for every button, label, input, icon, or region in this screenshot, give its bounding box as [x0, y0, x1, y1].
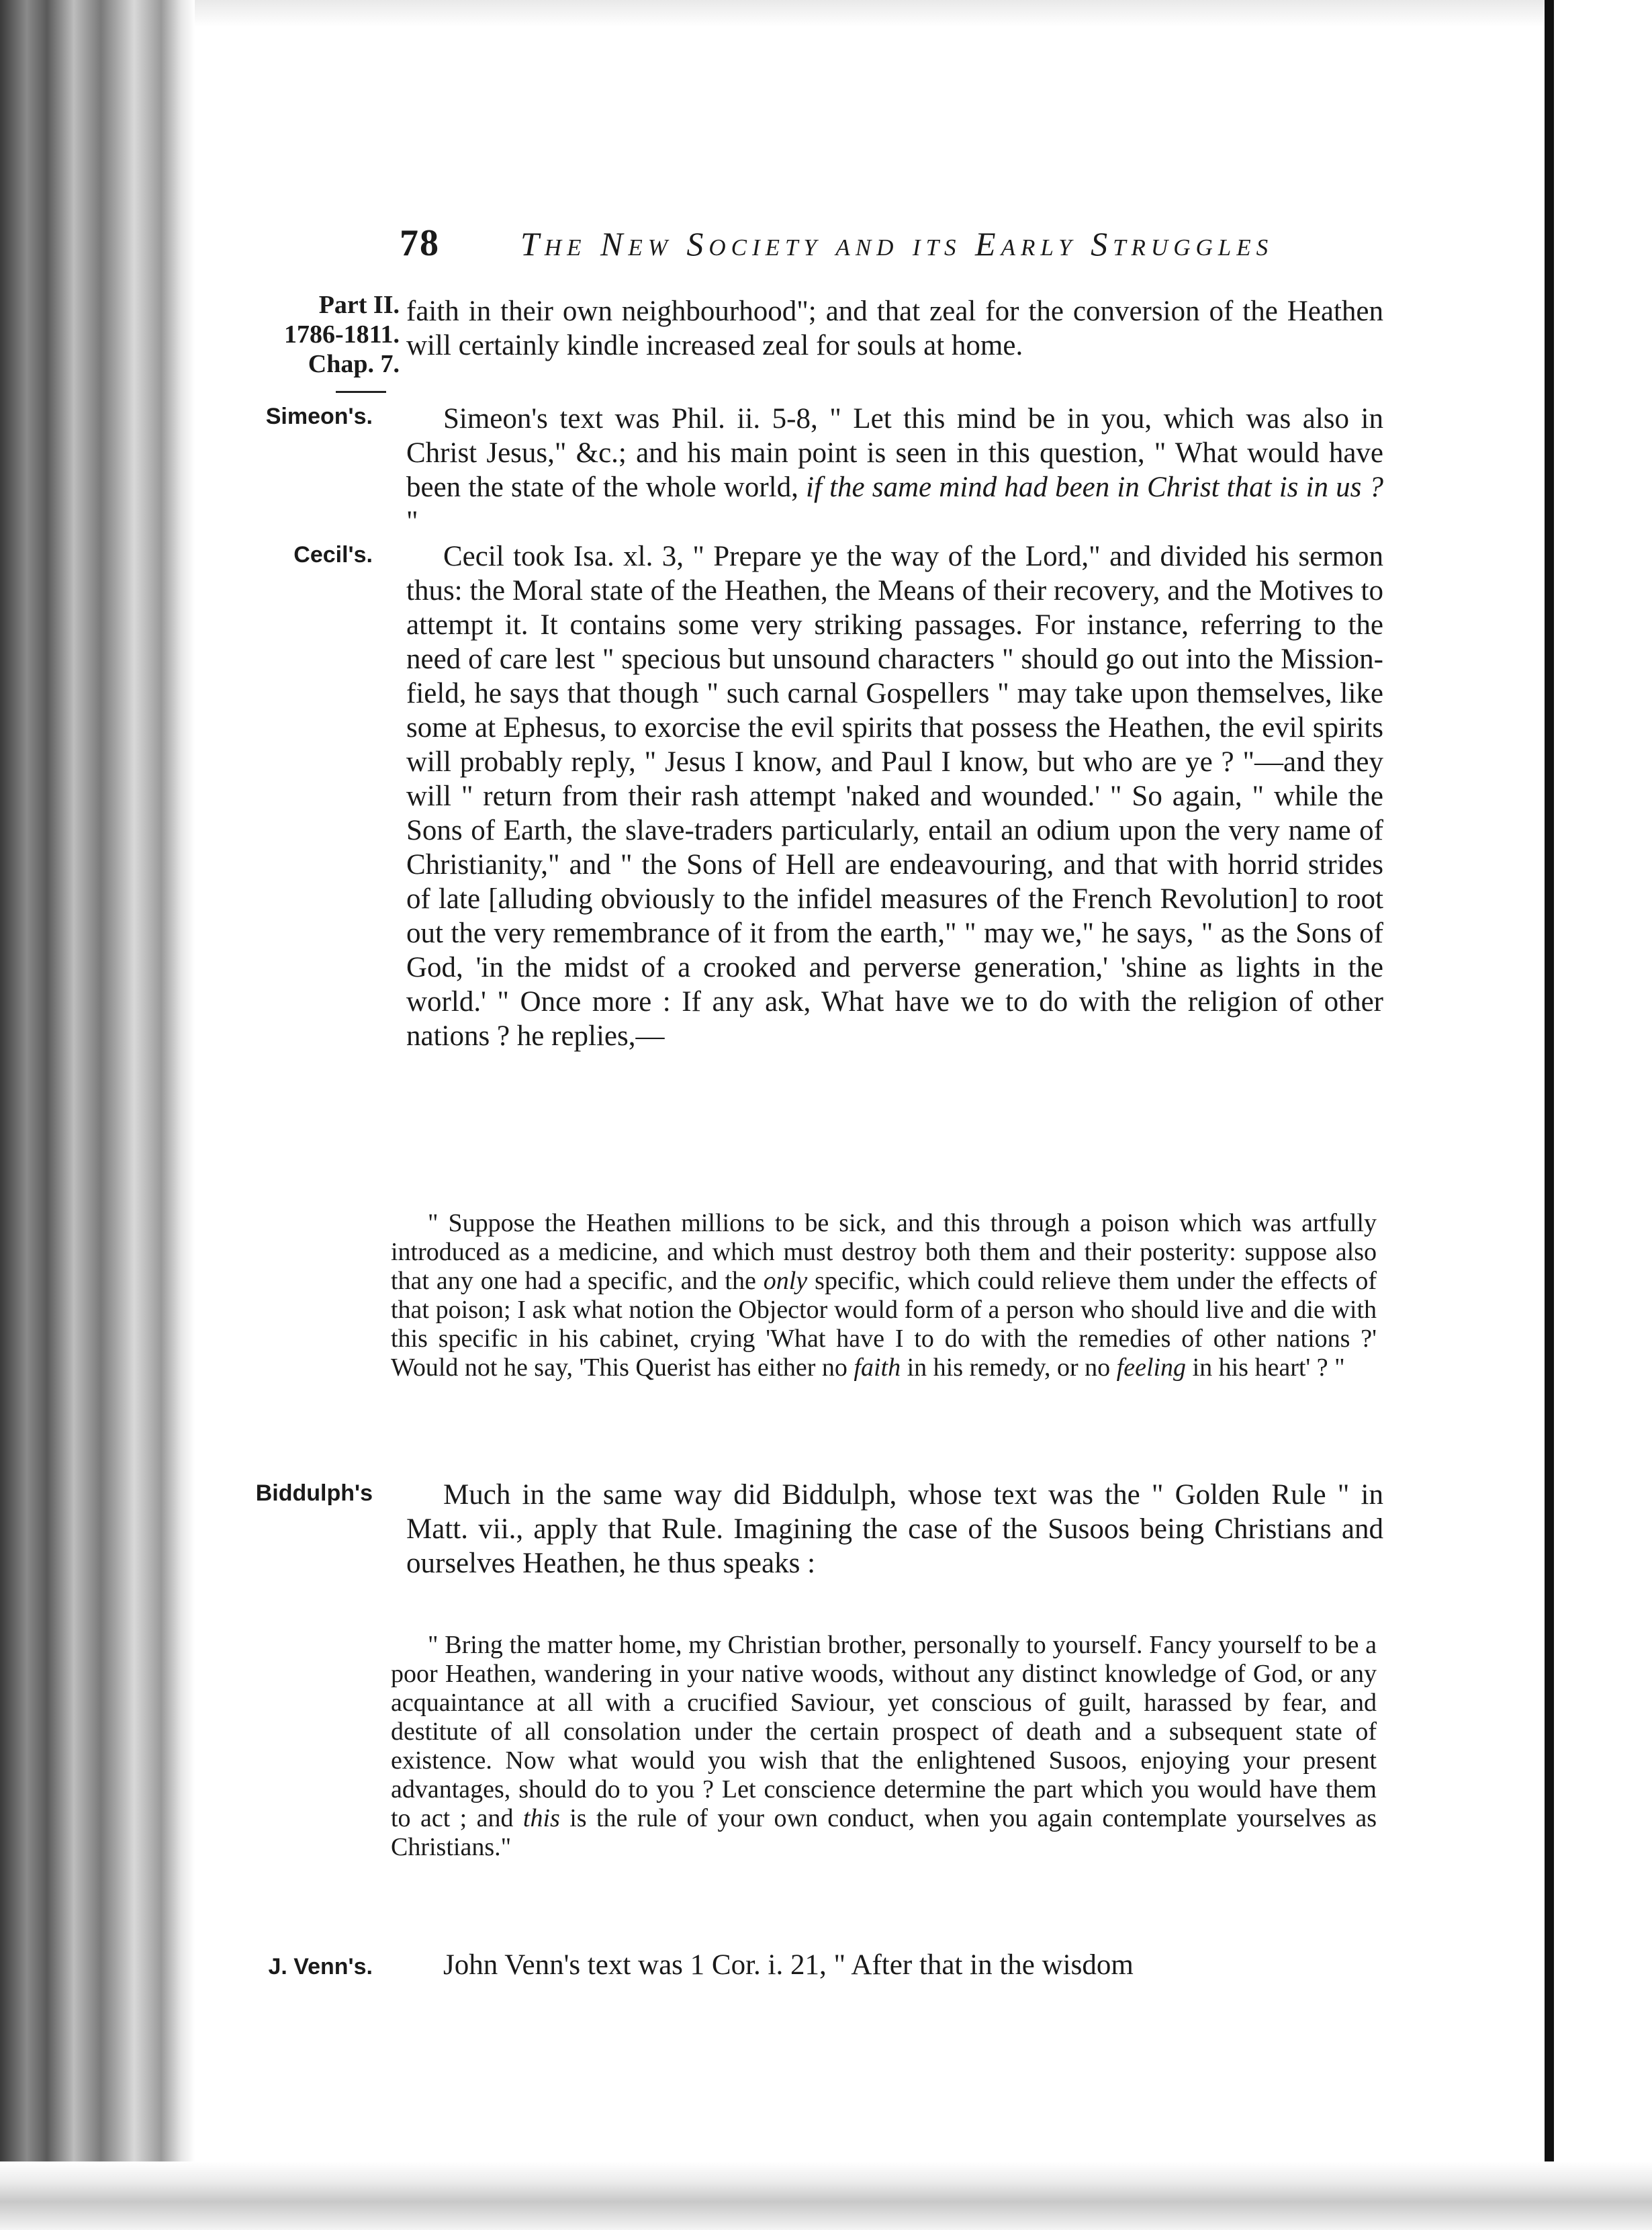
part-years: 1786-1811. [283, 320, 400, 349]
paragraph-cecil [406, 539, 1383, 1053]
quote-text: " Suppose the Heathen millions to be sick, and this through a poison which was artfully introduced as a medicine, and which must destroy both them and their posterity: suppose also that any one had a specific, and the [391, 1209, 1377, 1295]
quote-text: " Bring the matter home, my Christian brother, personally to yourself. Fancy yourself to be a poor Heathen, wandering in your native woods, without any distinct knowledge of God, or any acquaintance at all with a crucified Saviour, yet conscious of guilt, harassed by fear, and destitute of all consolation under the certain prospect of death and a subsequent state of existence. Now what would you wish that the enlightened Susoos, enjoying your present advantages, should do to you ? Let conscience determine the part which you would have them to act ; and [391, 1631, 1377, 1832]
simeon-close: " [406, 506, 418, 537]
page-number: 78 [400, 222, 440, 264]
paragraph-text: faith in their own neighbourhood"; and that zeal for the conversion of the Heathen will certainly kindle increased zeal for souls at home. [406, 296, 1383, 361]
paragraph-text: Cecil took Isa. xl. 3, " Prepare ye the way of the Lord," and divided his sermon thus: the Moral state of the Heathen, the Means of their recovery, and the Motives to attempt it. It contains some very striking passages. For instance, referring to the need of care lest " specious but unsound characters " should go out into the Mission-field, he says that though " such carnal Gospellers " may take upon themselves, like some at Ephesus, to exorcise the evil spirits that possess the Heathen, the evil spirits will probably reply, " Jesus I know, and Paul I know, but who are ye ? "—and they will " return from their rash attempt 'naked and wounded.' " So again, " while the Sons of Earth, the slave-traders particularly, entail an odium upon the very name of Christianity," and " the Sons of Hell are endeavouring, and that with horrid strides of late [alluding obviously to the infidel measures of the French Revolution] to root out the very remembrance of it from the earth," " may we," he says, " as the Sons of God, 'in the midst of a crooked and perverse generation,' 'shine as lights in the world.' " Once more : If any ask, What have we to do with the religion of other nations ? he replies,— [406, 541, 1383, 1052]
quote-body [391, 1631, 1377, 1862]
simeon-italic: if the same mind had been in Christ that is in us ? [806, 472, 1384, 503]
paragraph-biddulph [406, 1478, 1383, 1580]
quote-body [391, 1209, 1377, 1382]
quote-text: is the rule of your own conduct, when you again contemplate yourselves as Christians." [391, 1804, 1377, 1861]
paragraph-text: Much in the same way did Biddulph, whose text was the " Golden Rule " in Matt. vii., apply that Rule. Imagining the case of the Susoos being Christians and ourselves Heathen, he thus speaks : [406, 1479, 1383, 1579]
page-header [400, 222, 1393, 275]
page-top-shadow [195, 0, 1545, 27]
book-spine-edge [0, 0, 195, 2163]
paragraph-text [406, 402, 1383, 539]
quote-italic: only [763, 1267, 808, 1295]
margin-note-cecil: Cecil's. [293, 542, 373, 568]
quote-italic: this [522, 1804, 560, 1832]
facing-page-edge [1545, 0, 1554, 2170]
simeon-text: Simeon's text was Phil. ii. 5-8, " Let this mind be in you, which was also in Christ Jesus," &c.; and his main point is seen in this question, " What would have been the state of the whole world, [406, 403, 1383, 503]
running-head: The New Society and its Early Struggles [520, 225, 1274, 263]
quote-italic: feeling [1116, 1353, 1187, 1382]
paragraph-conversion [406, 294, 1383, 363]
facing-page [1554, 0, 1652, 2170]
paragraph-venn [406, 1948, 1383, 1982]
quote-text: in his remedy, or no [907, 1353, 1111, 1382]
quote-italic: faith [854, 1353, 901, 1382]
quote-text: specific, which could relieve them under the effects of that poison; I ask what notion the Objector would form of a person who should live and die with this specific in his cabinet, crying 'What have I to do with the remedies of other nations ?' Would not he say, 'This Querist has either no [391, 1267, 1377, 1382]
quote-text: in his heart' ? " [1192, 1353, 1345, 1382]
part-chapter-note [282, 290, 400, 379]
margin-note-simeon: Simeon's. [265, 404, 373, 429]
paragraph-text: John Venn's text was 1 Cor. i. 21, " After that in the wisdom [443, 1949, 1134, 1981]
part-label: Part II. [318, 291, 400, 319]
chapter-label: Chap. 7. [308, 350, 400, 378]
page-bottom-edge [0, 2161, 1652, 2230]
quote-biddulph [391, 1631, 1377, 1862]
margin-note-biddulph: Biddulph's [255, 1480, 373, 1506]
margin-note-venn: J. Venn's. [268, 1954, 373, 1979]
paragraph-simeon [406, 402, 1383, 539]
margin-divider [336, 391, 386, 393]
quote-cecil [391, 1209, 1377, 1382]
